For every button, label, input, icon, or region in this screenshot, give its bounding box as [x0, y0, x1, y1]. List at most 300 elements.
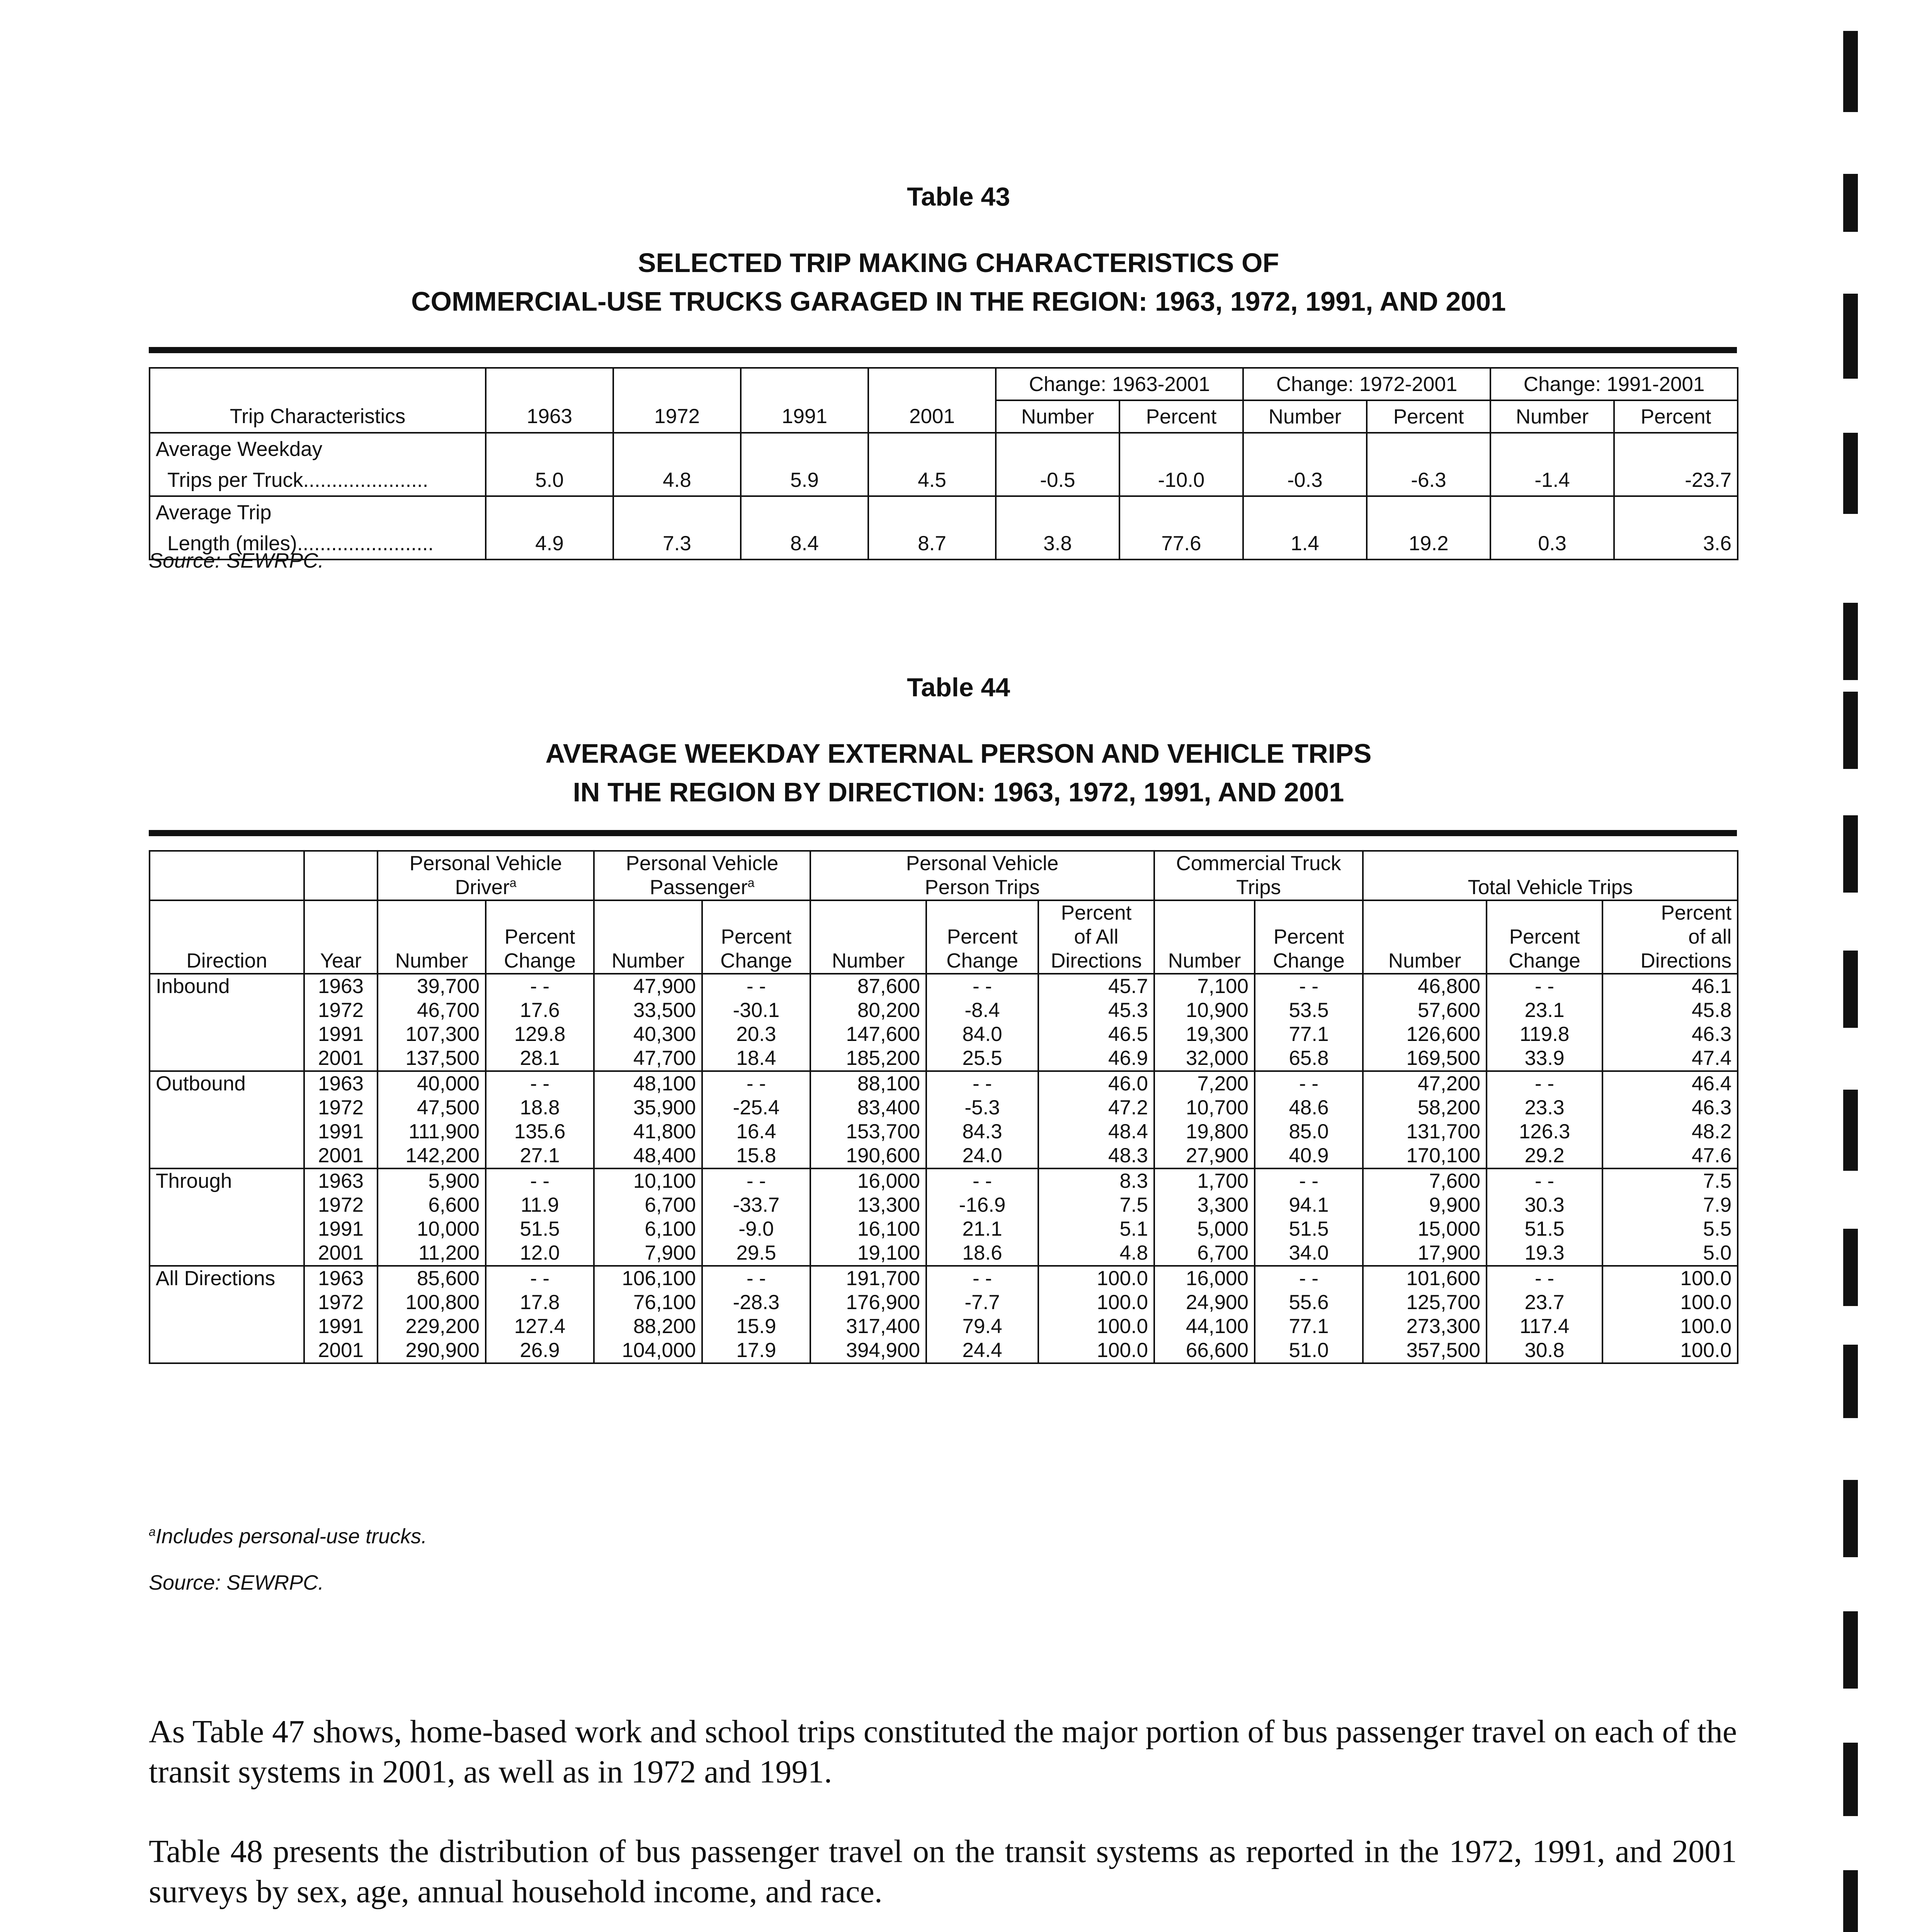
table-cell: 47.6 [1602, 1144, 1738, 1168]
table-cell: - - [486, 974, 594, 998]
table-cell: 47,200 [1363, 1071, 1487, 1096]
table-row [150, 1338, 1738, 1363]
table-row [150, 1120, 1738, 1144]
table-cell: 15,000 [1363, 1217, 1487, 1241]
table43-row-length-label [150, 496, 1738, 528]
table44-title-line1: AVERAGE WEEKDAY EXTERNAL PERSON AND VEHICLE TRIPS [545, 738, 1372, 769]
table-cell: 4.5 [868, 464, 996, 496]
table-cell: 77.6 [1119, 528, 1243, 560]
table-cell: 85.0 [1255, 1120, 1363, 1144]
year-cell: 1991 [304, 1217, 378, 1241]
direction-cell [150, 1022, 304, 1046]
table-cell: - - [926, 1266, 1038, 1291]
header-percent: Percent [1367, 400, 1490, 433]
edge-mark [1843, 815, 1858, 893]
year-cell: 1963 [304, 1266, 378, 1291]
table-cell: 45.3 [1038, 998, 1154, 1022]
header-directions: Directions [1602, 949, 1738, 974]
table-cell: 77.1 [1255, 1022, 1363, 1046]
year-cell: 1972 [304, 1291, 378, 1315]
year-cell: 1972 [304, 1193, 378, 1217]
direction-cell [150, 1144, 304, 1168]
table-cell: -0.5 [996, 464, 1119, 496]
year-cell: 2001 [304, 1046, 378, 1071]
table-cell: 106,100 [594, 1266, 702, 1291]
header-pv-person-trips: Personal Vehicle [810, 851, 1154, 876]
header-change: Change [486, 949, 594, 974]
edge-mark [1843, 1345, 1858, 1418]
table-cell: 3.6 [1614, 528, 1738, 560]
table-cell: 1,700 [1154, 1168, 1255, 1193]
table-cell: 170,100 [1363, 1144, 1487, 1168]
table-cell: 16,000 [1154, 1266, 1255, 1291]
header-number: Number [810, 949, 926, 974]
table-row [150, 1071, 1738, 1096]
table-cell: 169,500 [1363, 1046, 1487, 1071]
table-cell: 48,400 [594, 1144, 702, 1168]
table44-header-row5 [150, 949, 1738, 974]
year-cell: 1991 [304, 1315, 378, 1338]
footnote-mark: a [747, 876, 755, 890]
row-label [150, 464, 486, 496]
header-change-1972-2001: Change: 1972-2001 [1243, 368, 1490, 400]
table-cell: 51.5 [1487, 1217, 1602, 1241]
table-cell: 51.5 [1255, 1217, 1363, 1241]
table-cell: -9.0 [702, 1217, 810, 1241]
table-cell: 7.3 [613, 528, 741, 560]
edge-mark [1843, 1480, 1858, 1557]
table-cell: - - [486, 1266, 594, 1291]
table44-body [150, 974, 1738, 1363]
table-cell: 4.8 [613, 464, 741, 496]
header-total-vehicle-trips [1363, 851, 1738, 900]
header-percent: Percent [486, 925, 594, 949]
table-cell: - - [1487, 1168, 1602, 1193]
table-cell: 7.5 [1602, 1168, 1738, 1193]
table43-row-trip-length [150, 528, 1738, 560]
table-row [150, 1241, 1738, 1266]
edge-mark [1843, 1870, 1858, 1932]
table-row [150, 974, 1738, 998]
direction-cell [150, 1096, 304, 1120]
table-cell: 53.5 [1255, 998, 1363, 1022]
header-number: Number [1243, 400, 1367, 433]
table-cell: 100,800 [378, 1291, 486, 1315]
table-cell: -7.7 [926, 1291, 1038, 1315]
edge-mark [1843, 951, 1858, 1028]
header-change: Change [926, 949, 1038, 974]
table-cell: 51.5 [486, 1217, 594, 1241]
table-cell: 4.8 [1038, 1241, 1154, 1266]
header-percent: Percent [1602, 900, 1738, 925]
table44-footnote [149, 1524, 427, 1548]
table-cell: 11,200 [378, 1241, 486, 1266]
table-cell: 357,500 [1363, 1338, 1487, 1363]
direction-cell [150, 1338, 304, 1363]
table-cell: 83,400 [810, 1096, 926, 1120]
table-cell: 48.3 [1038, 1144, 1154, 1168]
table-cell: 18.6 [926, 1241, 1038, 1266]
table-cell: 100.0 [1038, 1338, 1154, 1363]
table-cell: 46.5 [1038, 1022, 1154, 1046]
table-cell: 51.0 [1255, 1338, 1363, 1363]
table-cell: -23.7 [1614, 464, 1738, 496]
table-cell: - - [926, 1071, 1038, 1096]
table-cell: - - [486, 1168, 594, 1193]
table43-top-rule [149, 347, 1737, 353]
table-cell: 17.6 [486, 998, 594, 1022]
header-pv-driver-2 [378, 876, 594, 900]
table-cell: - - [926, 1168, 1038, 1193]
table-cell: 19.2 [1367, 528, 1490, 560]
table-cell: 47,500 [378, 1096, 486, 1120]
table-cell: 7.5 [1038, 1193, 1154, 1217]
table-cell: 33,500 [594, 998, 702, 1022]
table-cell: 10,000 [378, 1217, 486, 1241]
row-label-text: Length (miles) [167, 532, 297, 555]
table-cell: 29.5 [702, 1241, 810, 1266]
header-percent: Percent [1255, 925, 1363, 949]
table43-title-line1: SELECTED TRIP MAKING CHARACTERISTICS OF [638, 248, 1279, 278]
table-cell: 16,000 [810, 1168, 926, 1193]
year-cell: 2001 [304, 1338, 378, 1363]
table-cell: 5.0 [1602, 1241, 1738, 1266]
table-cell: -8.4 [926, 998, 1038, 1022]
table-cell: 30.8 [1487, 1338, 1602, 1363]
table-cell: 20.3 [702, 1022, 810, 1046]
header-cell-blank [613, 368, 741, 400]
table-cell: 100.0 [1602, 1338, 1738, 1363]
table-cell: 41,800 [594, 1120, 702, 1144]
table-cell: -5.3 [926, 1096, 1038, 1120]
table-cell: 33.9 [1487, 1046, 1602, 1071]
table43-header-row1 [150, 368, 1738, 400]
table-cell: 16,100 [810, 1217, 926, 1241]
table-cell: 8.3 [1038, 1168, 1154, 1193]
table-cell: 17.8 [486, 1291, 594, 1315]
direction-cell [150, 1046, 304, 1071]
year-cell: 1972 [304, 1096, 378, 1120]
table-cell: 126.3 [1487, 1120, 1602, 1144]
table-cell: 6,100 [594, 1217, 702, 1241]
table-cell: - - [486, 1071, 594, 1096]
table-cell: 48,100 [594, 1071, 702, 1096]
table-cell: 131,700 [1363, 1120, 1487, 1144]
edge-mark [1843, 433, 1858, 514]
header-year: 1963 [486, 400, 613, 433]
header-number: Number [1490, 400, 1614, 433]
header-cell-blank [304, 851, 378, 900]
header-year: 1972 [613, 400, 741, 433]
table-cell: 48.6 [1255, 1096, 1363, 1120]
edge-mark [1843, 31, 1858, 112]
header-direction: Direction [150, 949, 304, 974]
header-of-all: of All [1038, 925, 1154, 949]
table-cell: 100.0 [1602, 1291, 1738, 1315]
table-cell: 7,200 [1154, 1071, 1255, 1096]
table-cell: 28.1 [486, 1046, 594, 1071]
direction-cell [150, 1217, 304, 1241]
table-cell: 190,600 [810, 1144, 926, 1168]
table44-number: Table 44 [907, 673, 1010, 702]
table-cell: 88,200 [594, 1315, 702, 1338]
direction-cell [150, 1120, 304, 1144]
header-commercial-truck: Commercial Truck [1154, 851, 1363, 876]
table-cell: 40,300 [594, 1022, 702, 1046]
header-truck-2: Trips [1154, 876, 1363, 900]
table-cell: - - [1487, 974, 1602, 998]
body-paragraph-2: Table 48 presents the distribution of bus passenger travel on the transit systems as reported in the 1972, 1991, and 2001 surveys by sex, age, annual household income, and race. [149, 1833, 1737, 1910]
header-trip-characteristics: Trip Characteristics [150, 400, 486, 433]
table-cell: 46.9 [1038, 1046, 1154, 1071]
header-cell-blank [486, 368, 613, 400]
table-cell: 27.1 [486, 1144, 594, 1168]
table-cell: -10.0 [1119, 464, 1243, 496]
direction-cell [150, 1315, 304, 1338]
table-cell: 104,000 [594, 1338, 702, 1363]
header-pv-driver: Personal Vehicle [378, 851, 594, 876]
table-cell: 39,700 [378, 974, 486, 998]
row-label: Average Trip [150, 496, 486, 528]
table-cell: -16.9 [926, 1193, 1038, 1217]
table-cell: 129.8 [486, 1022, 594, 1046]
table-cell: 21.1 [926, 1217, 1038, 1241]
table-cell: 26.9 [486, 1338, 594, 1363]
table-cell: 24,900 [1154, 1291, 1255, 1315]
edge-mark [1843, 1611, 1858, 1689]
header-number: Number [1363, 949, 1487, 974]
table-cell: 87,600 [810, 974, 926, 998]
table44 [149, 850, 1738, 1364]
table-row [150, 1096, 1738, 1120]
table-cell: 13,300 [810, 1193, 926, 1217]
table-cell: 19.3 [1487, 1241, 1602, 1266]
table-cell: 15.9 [702, 1315, 810, 1338]
table43-header-row2 [150, 400, 1738, 433]
table43-source: Source: SEWRPC. [149, 549, 324, 572]
header-percent: Percent [1487, 925, 1602, 949]
direction-cell [150, 1193, 304, 1217]
table44-header-row3 [150, 900, 1738, 925]
header-pv-passenger: Personal Vehicle [594, 851, 810, 876]
table-cell: 3,300 [1154, 1193, 1255, 1217]
direction-cell: Through [150, 1168, 304, 1193]
table-row [150, 998, 1738, 1022]
header-pv-passenger-2 [594, 876, 810, 900]
header-year: 2001 [868, 400, 996, 433]
table-cell: - - [1255, 1266, 1363, 1291]
header-cell-blank [150, 368, 486, 400]
table44-source: Source: SEWRPC. [149, 1571, 324, 1594]
table-cell: 127.4 [486, 1315, 594, 1338]
table-cell: 16.4 [702, 1120, 810, 1144]
table-cell: 3.8 [996, 528, 1119, 560]
header-percent: Percent [1614, 400, 1738, 433]
header-text: Passenger [650, 876, 748, 899]
table-cell: 1.4 [1243, 528, 1367, 560]
header-number: Number [378, 949, 486, 974]
table-cell: 46.4 [1602, 1071, 1738, 1096]
header-percent: Percent [1038, 900, 1154, 925]
table-cell: 34.0 [1255, 1241, 1363, 1266]
direction-cell [150, 1241, 304, 1266]
table-cell: 35,900 [594, 1096, 702, 1120]
table-cell: 10,100 [594, 1168, 702, 1193]
header-number: Number [1154, 949, 1255, 974]
table-cell: 126,600 [1363, 1022, 1487, 1046]
table-cell: 76,100 [594, 1291, 702, 1315]
table-cell: 100.0 [1038, 1266, 1154, 1291]
table-cell: - - [702, 974, 810, 998]
table-cell: 317,400 [810, 1315, 926, 1338]
table-cell: 229,200 [378, 1315, 486, 1338]
table-cell: 6,700 [1154, 1241, 1255, 1266]
header-year: 1991 [741, 400, 868, 433]
table-cell: 5.9 [741, 464, 868, 496]
table-cell: 46,800 [1363, 974, 1487, 998]
table-cell: 0.3 [1490, 528, 1614, 560]
table-cell: 5.0 [486, 464, 613, 496]
table-cell: 46.1 [1602, 974, 1738, 998]
table-cell: 15.8 [702, 1144, 810, 1168]
table-cell: -0.3 [1243, 464, 1367, 496]
table-cell: -30.1 [702, 998, 810, 1022]
table-cell: 101,600 [1363, 1266, 1487, 1291]
table-cell: 85,600 [378, 1266, 486, 1291]
table-cell: 23.7 [1487, 1291, 1602, 1315]
table-cell: 47.2 [1038, 1096, 1154, 1120]
table-cell: 185,200 [810, 1046, 926, 1071]
table-cell: 19,100 [810, 1241, 926, 1266]
table-cell: - - [1255, 1168, 1363, 1193]
table-cell: 94.1 [1255, 1193, 1363, 1217]
table-cell: 176,900 [810, 1291, 926, 1315]
table-cell: 8.7 [868, 528, 996, 560]
table-cell: 7,100 [1154, 974, 1255, 998]
table-cell: -1.4 [1490, 464, 1614, 496]
table-row [150, 1022, 1738, 1046]
table-cell: 46,700 [378, 998, 486, 1022]
table-cell: 40.9 [1255, 1144, 1363, 1168]
table-cell: 47,700 [594, 1046, 702, 1071]
table-cell: - - [702, 1071, 810, 1096]
table-cell: 55.6 [1255, 1291, 1363, 1315]
table-cell: 32,000 [1154, 1046, 1255, 1071]
table-cell: 17.9 [702, 1338, 810, 1363]
table-cell: 47.4 [1602, 1046, 1738, 1071]
row-label: Average Weekday [150, 433, 486, 464]
table-cell: 137,500 [378, 1046, 486, 1071]
header-cell-blank [150, 851, 304, 900]
table-row [150, 1217, 1738, 1241]
table-cell: 45.8 [1602, 998, 1738, 1022]
table-cell: 47,900 [594, 974, 702, 998]
table-cell: -25.4 [702, 1096, 810, 1120]
table-cell: - - [1255, 974, 1363, 998]
table-cell: 30.3 [1487, 1193, 1602, 1217]
table-cell: 23.1 [1487, 998, 1602, 1022]
edge-mark [1843, 603, 1858, 680]
table-cell: 84.0 [926, 1022, 1038, 1046]
table-cell: 48.2 [1602, 1120, 1738, 1144]
table-cell: - - [1487, 1266, 1602, 1291]
table-cell: 27,900 [1154, 1144, 1255, 1168]
table44-header-row1 [150, 851, 1738, 876]
table44-top-rule [149, 830, 1737, 836]
table-cell: 84.3 [926, 1120, 1038, 1144]
year-cell: 2001 [304, 1144, 378, 1168]
footnote-text: Includes personal-use trucks. [155, 1525, 427, 1548]
footnote-mark: a [149, 1525, 156, 1539]
year-cell: 1991 [304, 1022, 378, 1046]
header-pv-person-2: Person Trips [810, 876, 1154, 900]
table-cell: 29.2 [1487, 1144, 1602, 1168]
table-cell: 6,700 [594, 1193, 702, 1217]
table-cell: 24.4 [926, 1338, 1038, 1363]
table-cell: 8.4 [741, 528, 868, 560]
header-change-1963-2001: Change: 1963-2001 [996, 368, 1243, 400]
header-of-all: of all [1602, 925, 1738, 949]
table-cell: 77.1 [1255, 1315, 1363, 1338]
table-cell: 5,000 [1154, 1217, 1255, 1241]
table-cell: 191,700 [810, 1266, 926, 1291]
dot-leader: ........................ [297, 532, 434, 555]
table-cell: 9,900 [1363, 1193, 1487, 1217]
table-cell: 19,800 [1154, 1120, 1255, 1144]
header-cell-blank [741, 368, 868, 400]
table-cell: 119.8 [1487, 1022, 1602, 1046]
year-cell: 2001 [304, 1241, 378, 1266]
table44-header-row4 [150, 925, 1738, 949]
table-cell: 44,100 [1154, 1315, 1255, 1338]
table-cell: 7,900 [594, 1241, 702, 1266]
table-cell: 5,900 [378, 1168, 486, 1193]
edge-mark [1843, 1229, 1858, 1306]
table-cell: 18.4 [702, 1046, 810, 1071]
table-cell: 23.3 [1487, 1096, 1602, 1120]
table43-row-trips-per-truck [150, 464, 1738, 496]
table-cell: 10,700 [1154, 1096, 1255, 1120]
header-percent: Percent [702, 925, 810, 949]
year-cell: 1991 [304, 1120, 378, 1144]
header-directions: Directions [1038, 949, 1154, 974]
table-row [150, 1315, 1738, 1338]
table-cell: - - [702, 1266, 810, 1291]
table-cell: 107,300 [378, 1022, 486, 1046]
table-cell: -6.3 [1367, 464, 1490, 496]
table-cell: 45.7 [1038, 974, 1154, 998]
header-change: Change [1487, 949, 1602, 974]
table-cell: 46.3 [1602, 1096, 1738, 1120]
year-cell: 1963 [304, 974, 378, 998]
table-cell: 40,000 [378, 1071, 486, 1096]
table-cell: 11.9 [486, 1193, 594, 1217]
table-cell: - - [1255, 1071, 1363, 1096]
table-cell: 135.6 [486, 1120, 594, 1144]
table43-row-trips-label [150, 433, 1738, 464]
table-cell: 46.0 [1038, 1071, 1154, 1096]
table-row [150, 1144, 1738, 1168]
table-cell: 111,900 [378, 1120, 486, 1144]
table-cell: 290,900 [378, 1338, 486, 1363]
table-cell: 65.8 [1255, 1046, 1363, 1071]
table-cell: 100.0 [1038, 1315, 1154, 1338]
table-cell: 125,700 [1363, 1291, 1487, 1315]
footnote-mark: a [509, 876, 517, 890]
header-percent: Percent [1119, 400, 1243, 433]
table-cell: 153,700 [810, 1120, 926, 1144]
table43-title-line2: COMMERCIAL-USE TRUCKS GARAGED IN THE REGION: 1963, 1972, 1991, AND 2001 [411, 286, 1506, 316]
